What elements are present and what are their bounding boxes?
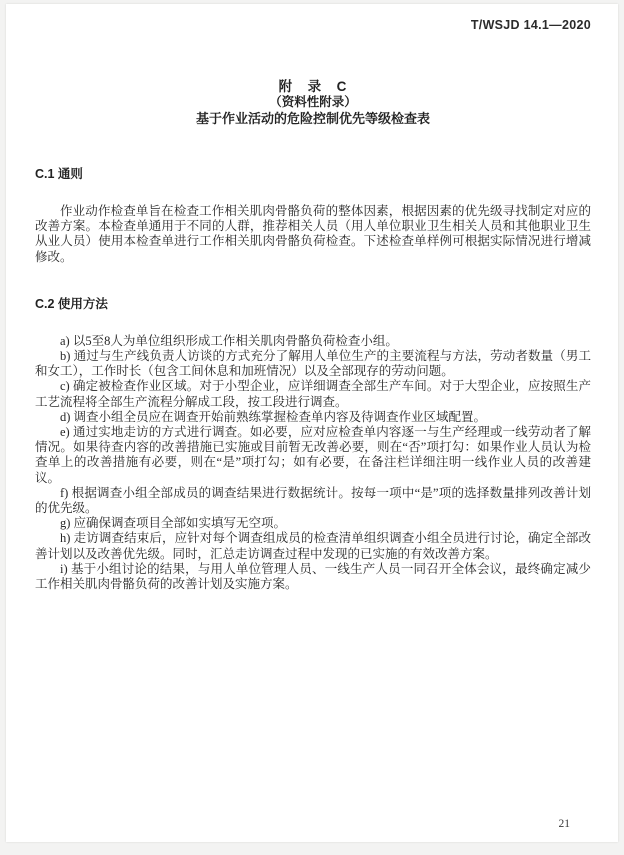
list-item-a: a) 以5至8人为单位组织形成工作相关肌肉骨骼负荷检查小组。 [60, 333, 398, 348]
appendix-title: 附 录 C [278, 79, 348, 94]
section-c2 [35, 294, 591, 592]
list-item-e: e) 通过实地走访的方式进行调查。如必要，应对应检查单内容逐一与生产经理或一线劳动者了解情况。如果待查内容的改善措施已实施或目前暂无改善必要，则在“否”项打勾：如果作业人员认为检查单上的改善措施有必要，则在“是”项打勾；如有必要，在备注栏详细注明一线作业人员的改善建议。 [35, 425, 591, 485]
list-item-g: g) 应确保调查项目全部如实填写无空项。 [60, 516, 287, 531]
appendix-subtitle: （资料性附录） [269, 95, 357, 109]
page-number: 21 [558, 818, 570, 830]
list-item-b: b) 通过与生产线负责人访谈的方式充分了解用人单位生产的主要流程与方法，劳动者数量（男工和女工），工作时长（包含工间休息和加班情况）以及全部现存的劳动问题。 [35, 349, 591, 379]
section-c1 [35, 164, 591, 265]
list-item-i: i) 基于小组讨论的结果，与用人单位管理人员、一线生产人员一同召开全体会议，最终确定减少工作相关肌肉骨骼负荷的改善计划及实施方案。 [35, 561, 591, 592]
appendix-table-title: 基于作业活动的危险控制优先等级检查表 [195, 111, 430, 126]
section-c2-heading: C.2 使用方法 [35, 296, 108, 311]
list-item-f: f) 根据调查小组全部成员的调查结果进行数据统计。按每一项中“是”项的选择数量排列改善计划的优先级。 [35, 485, 591, 516]
list-item-c: c) 确定被检查作业区域。对于小型企业，应详细调查全部生产车间。对于大型企业，应按照生产工艺流程将全部生产流程分解成工段，按工段进行调查。 [35, 379, 591, 409]
appendix-title-block [35, 79, 591, 126]
section-c1-paragraph: 作业动作检查单旨在检查工作相关肌肉骨骼负荷的整体因素，根据因素的优先级寻找制定对应的改善方案。本检查单通用于不同的人群，推荐相关人员（用人单位职业卫生相关人员和其他职业卫生从业人员）使用本检查单进行工作相关肌肉骨骼负荷检查。下述检查单样例可根据实际情况进行增减修改。 [35, 204, 591, 264]
section-c1-heading: C.1 通则 [35, 167, 83, 181]
standard-code-header: T/WSJD 14.1—2020 [470, 18, 591, 32]
list-item-d: d) 调查小组全员应在调查开始前熟练掌握检查单内容及待调查作业区域配置。 [60, 409, 487, 424]
page-content [6, 4, 618, 842]
list-item-h: h) 走访调查结束后，应针对每个调查组成员的检查清单组织调查小组全员进行讨论，确定全部改善计划以及改善优先级。同时，汇总走访调查过程中发现的已实施的有效改善方案。 [35, 531, 591, 561]
document-page [6, 4, 618, 842]
